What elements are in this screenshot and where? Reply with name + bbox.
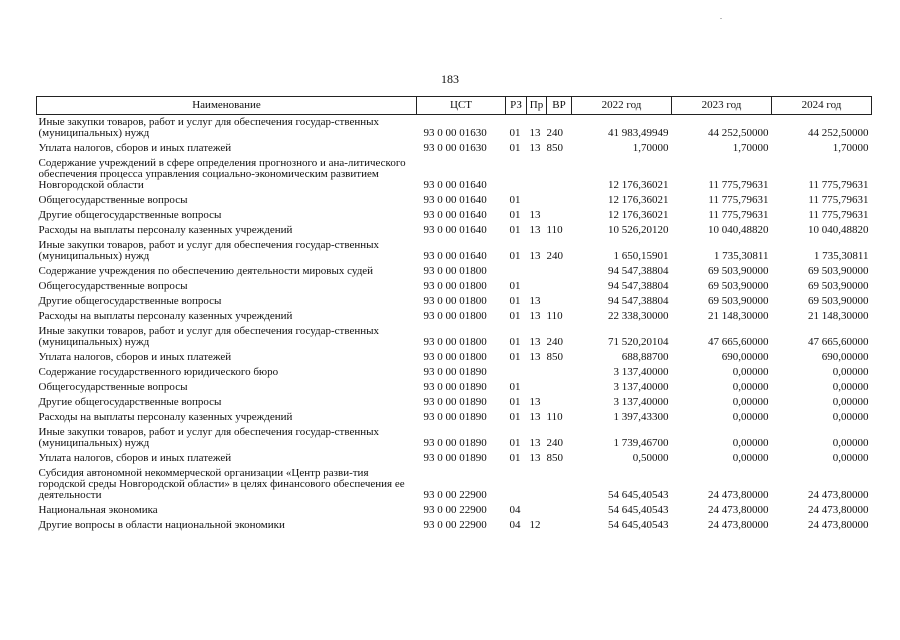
cell-cst: 93 0 00 01800 <box>423 351 487 363</box>
cell-pr: 13 <box>529 452 541 464</box>
cell-cst: 93 0 00 01640 <box>423 179 487 191</box>
cell-cst: 93 0 00 01890 <box>423 452 487 464</box>
cell-rz: 01 <box>509 381 521 393</box>
cell-vr: 110 <box>546 310 563 322</box>
cell-year-2023: 10 040,48820 <box>708 224 769 236</box>
cell-pr <box>527 279 547 294</box>
cell-name: Расходы на выплаты персоналу казенных учреждений <box>38 224 293 236</box>
cell-rz <box>506 264 527 279</box>
cell-pr: 13 <box>529 209 541 221</box>
cell-vr: 110 <box>546 411 563 423</box>
cell-name: Другие вопросы в области национальной экономики <box>38 519 285 531</box>
cell-cst: 93 0 00 01800 <box>423 310 487 322</box>
cell-cst: 93 0 00 01630 <box>423 127 487 139</box>
cell-pr: 13 <box>529 142 541 154</box>
cell-year-2023: 0,00000 <box>732 437 769 449</box>
cell-rz: 01 <box>509 336 521 348</box>
cell-cst: 93 0 00 01890 <box>423 381 487 393</box>
cell-year-2022: 1,70000 <box>632 142 669 154</box>
cell-name: Содержание учреждения по обеспечению деятельности мировых судей <box>38 265 374 277</box>
table-row <box>37 380 872 395</box>
cell-vr <box>547 294 572 309</box>
cell-name: Общегосударственные вопросы <box>38 194 188 206</box>
cell-year-2024: 10 040,48820 <box>808 224 869 236</box>
cell-vr <box>547 279 572 294</box>
cell-rz: 01 <box>509 280 521 292</box>
header-year-2022: 2022 год <box>572 97 672 115</box>
cell-rz: 01 <box>509 194 521 206</box>
cell-name: Иные закупки товаров, работ и услуг для обеспечения государ-ственных (муниципальных) нужд <box>38 116 380 139</box>
cell-cst: 93 0 00 22900 <box>423 519 487 531</box>
cell-pr: 13 <box>529 411 541 423</box>
cell-cst: 93 0 00 22900 <box>423 489 487 501</box>
cell-year-2024: 1,70000 <box>832 142 869 154</box>
cell-year-2022: 12 176,36021 <box>608 194 669 206</box>
cell-vr <box>547 395 572 410</box>
cell-year-2024: 11 775,79631 <box>808 209 869 221</box>
cell-year-2024: 1 735,30811 <box>813 250 869 262</box>
table-row <box>37 208 872 223</box>
cell-rz: 01 <box>509 396 521 408</box>
cell-name: Содержание государственного юридического бюро <box>38 366 279 378</box>
cell-year-2024: 0,00000 <box>832 396 869 408</box>
cell-cst: 93 0 00 01800 <box>423 295 487 307</box>
cell-name: Расходы на выплаты персоналу казенных учреждений <box>38 310 293 322</box>
cell-rz: 01 <box>509 295 521 307</box>
header-year-2024: 2024 год <box>772 97 872 115</box>
header-name: Наименование <box>37 97 417 115</box>
cell-rz: 01 <box>509 142 521 154</box>
cell-rz: 01 <box>509 209 521 221</box>
cell-cst: 93 0 00 01890 <box>423 411 487 423</box>
page-number: 183 <box>441 72 459 86</box>
cell-year-2022: 1 739,46700 <box>613 437 669 449</box>
cell-year-2022: 41 983,49949 <box>608 127 669 139</box>
table-row <box>37 156 872 193</box>
cell-rz: 01 <box>509 351 521 363</box>
cell-name: Иные закупки товаров, работ и услуг для обеспечения государ-ственных (муниципальных) нужд <box>38 426 380 449</box>
cell-year-2022: 12 176,36021 <box>608 209 669 221</box>
cell-name: Иные закупки товаров, работ и услуг для обеспечения государ-ственных (муниципальных) нужд <box>38 239 380 262</box>
cell-pr <box>527 503 547 518</box>
cell-year-2022: 94 547,38804 <box>608 295 669 307</box>
cell-year-2024: 0,00000 <box>832 381 869 393</box>
cell-name: Субсидия автономной некоммерческой организации «Центр разви-тия городской среды Новгородской области» в целях финансового обеспечения ее деятельности <box>38 467 405 501</box>
cell-year-2023: 47 665,60000 <box>708 336 769 348</box>
cell-year-2024: 24 473,80000 <box>808 504 869 516</box>
cell-year-2024: 0,00000 <box>832 437 869 449</box>
cell-year-2022: 94 547,38804 <box>608 280 669 292</box>
cell-name: Другие общегосударственные вопросы <box>38 396 222 408</box>
cell-vr: 110 <box>546 224 563 236</box>
cell-year-2022: 1 397,43300 <box>613 411 669 423</box>
header-rz: РЗ <box>506 97 527 115</box>
cell-cst: 93 0 00 01800 <box>423 336 487 348</box>
cell-year-2024: 21 148,30000 <box>808 310 869 322</box>
cell-year-2024: 69 503,90000 <box>808 280 869 292</box>
cell-year-2023: 21 148,30000 <box>708 310 769 322</box>
cell-pr: 12 <box>529 519 541 531</box>
cell-name: Национальная экономика <box>38 504 158 516</box>
cell-name: Общегосударственные вопросы <box>38 280 188 292</box>
cell-name: Другие общегосударственные вопросы <box>38 295 222 307</box>
cell-pr <box>527 193 547 208</box>
cell-cst: 93 0 00 01800 <box>423 280 487 292</box>
cell-vr <box>547 518 572 533</box>
cell-rz: 01 <box>509 127 521 139</box>
cell-name: Расходы на выплаты персоналу казенных учреждений <box>38 411 293 423</box>
cell-year-2022: 94 547,38804 <box>608 265 669 277</box>
cell-year-2023: 69 503,90000 <box>708 280 769 292</box>
table-row <box>37 451 872 466</box>
cell-name: Уплата налогов, сборов и иных платежей <box>38 142 232 154</box>
cell-year-2023: 0,00000 <box>732 411 769 423</box>
cell-year-2024: 0,00000 <box>832 452 869 464</box>
cell-year-2024: 11 775,79631 <box>808 179 869 191</box>
cell-pr: 13 <box>529 310 541 322</box>
cell-year-2024: 47 665,60000 <box>808 336 869 348</box>
table-row <box>37 518 872 533</box>
cell-year-2023: 0,00000 <box>732 381 769 393</box>
cell-year-2023: 0,00000 <box>732 396 769 408</box>
cell-vr <box>547 208 572 223</box>
cell-year-2022: 10 526,20120 <box>608 224 669 236</box>
cell-rz <box>506 156 527 193</box>
cell-year-2024: 690,00000 <box>821 351 869 363</box>
cell-year-2023: 24 473,80000 <box>708 504 769 516</box>
cell-year-2022: 22 338,30000 <box>608 310 669 322</box>
cell-vr: 240 <box>546 250 563 262</box>
cell-vr: 240 <box>546 336 563 348</box>
cell-year-2023: 11 775,79631 <box>708 209 769 221</box>
cell-vr: 850 <box>546 452 563 464</box>
cell-year-2023: 690,00000 <box>721 351 769 363</box>
budget-table <box>36 96 872 533</box>
table-header-row <box>37 97 872 115</box>
cell-cst: 93 0 00 01800 <box>423 265 487 277</box>
table-row <box>37 365 872 380</box>
cell-vr <box>547 193 572 208</box>
cell-vr: 850 <box>546 351 563 363</box>
cell-vr <box>547 503 572 518</box>
header-cst: ЦСТ <box>417 97 506 115</box>
cell-year-2022: 54 645,40543 <box>608 504 669 516</box>
cell-year-2023: 11 775,79631 <box>708 194 769 206</box>
cell-cst: 93 0 00 01640 <box>423 194 487 206</box>
scan-speck <box>720 18 722 19</box>
cell-pr <box>527 380 547 395</box>
table-row <box>37 238 872 264</box>
cell-vr <box>547 264 572 279</box>
table-row <box>37 324 872 350</box>
cell-year-2023: 24 473,80000 <box>708 519 769 531</box>
cell-year-2024: 69 503,90000 <box>808 265 869 277</box>
cell-cst: 93 0 00 01890 <box>423 396 487 408</box>
table-body <box>37 115 872 534</box>
cell-pr: 13 <box>529 250 541 262</box>
cell-name: Другие общегосударственные вопросы <box>38 209 222 221</box>
table-row <box>37 279 872 294</box>
cell-pr: 13 <box>529 127 541 139</box>
cell-cst: 93 0 00 01890 <box>423 437 487 449</box>
cell-vr <box>547 380 572 395</box>
cell-rz: 01 <box>509 452 521 464</box>
cell-year-2024: 69 503,90000 <box>808 295 869 307</box>
cell-rz <box>506 466 527 503</box>
header-year-2023: 2023 год <box>672 97 772 115</box>
cell-year-2022: 3 137,40000 <box>613 381 669 393</box>
cell-pr <box>527 156 547 193</box>
table-row <box>37 425 872 451</box>
cell-rz: 01 <box>509 310 521 322</box>
cell-year-2023: 0,00000 <box>732 366 769 378</box>
cell-pr: 13 <box>529 336 541 348</box>
cell-year-2022: 54 645,40543 <box>608 489 669 501</box>
cell-year-2024: 24 473,80000 <box>808 519 869 531</box>
header-vr: ВР <box>547 97 572 115</box>
table-row <box>37 223 872 238</box>
cell-year-2023: 11 775,79631 <box>708 179 769 191</box>
cell-year-2022: 1 650,15901 <box>613 250 669 262</box>
cell-cst: 93 0 00 01640 <box>423 250 487 262</box>
cell-year-2022: 688,88700 <box>621 351 669 363</box>
table-row <box>37 350 872 365</box>
cell-year-2024: 24 473,80000 <box>808 489 869 501</box>
cell-year-2024: 0,00000 <box>832 366 869 378</box>
table-row <box>37 395 872 410</box>
table-row <box>37 141 872 156</box>
cell-pr: 13 <box>529 396 541 408</box>
cell-cst: 93 0 00 01640 <box>423 224 487 236</box>
cell-year-2022: 71 520,20104 <box>608 336 669 348</box>
cell-vr <box>547 466 572 503</box>
cell-vr <box>547 365 572 380</box>
cell-year-2023: 44 252,50000 <box>708 127 769 139</box>
cell-pr <box>527 365 547 380</box>
cell-cst: 93 0 00 22900 <box>423 504 487 516</box>
cell-rz: 04 <box>509 519 521 531</box>
cell-rz: 01 <box>509 437 521 449</box>
cell-pr: 13 <box>529 351 541 363</box>
cell-cst: 93 0 00 01640 <box>423 209 487 221</box>
table-row <box>37 410 872 425</box>
cell-year-2022: 12 176,36021 <box>608 179 669 191</box>
cell-year-2023: 69 503,90000 <box>708 295 769 307</box>
cell-name: Иные закупки товаров, работ и услуг для обеспечения государ-ственных (муниципальных) нужд <box>38 325 380 348</box>
cell-name: Уплата налогов, сборов и иных платежей <box>38 452 232 464</box>
cell-pr <box>527 466 547 503</box>
cell-pr: 13 <box>529 295 541 307</box>
cell-rz: 01 <box>509 224 521 236</box>
cell-pr: 13 <box>529 437 541 449</box>
cell-rz: 01 <box>509 411 521 423</box>
cell-rz: 04 <box>509 504 521 516</box>
cell-year-2022: 54 645,40543 <box>608 519 669 531</box>
cell-vr: 240 <box>546 127 563 139</box>
cell-year-2024: 0,00000 <box>832 411 869 423</box>
cell-name: Содержание учреждений в сфере определения прогнозного и ана-литического обеспечения процесса управления социально-экономическим развитием Новгородской области <box>38 157 406 191</box>
cell-pr: 13 <box>529 224 541 236</box>
cell-year-2022: 0,50000 <box>632 452 669 464</box>
cell-cst: 93 0 00 01890 <box>423 366 487 378</box>
cell-rz: 01 <box>509 250 521 262</box>
cell-name: Общегосударственные вопросы <box>38 381 188 393</box>
cell-vr: 240 <box>546 437 563 449</box>
cell-year-2022: 3 137,40000 <box>613 396 669 408</box>
cell-year-2024: 11 775,79631 <box>808 194 869 206</box>
cell-year-2022: 3 137,40000 <box>613 366 669 378</box>
cell-cst: 93 0 00 01630 <box>423 142 487 154</box>
header-pr: Пр <box>527 97 547 115</box>
cell-name: Уплата налогов, сборов и иных платежей <box>38 351 232 363</box>
table-row <box>37 193 872 208</box>
table-row <box>37 115 872 142</box>
cell-year-2023: 69 503,90000 <box>708 265 769 277</box>
cell-year-2023: 24 473,80000 <box>708 489 769 501</box>
cell-year-2023: 0,00000 <box>732 452 769 464</box>
table-row <box>37 264 872 279</box>
cell-rz <box>506 365 527 380</box>
cell-year-2023: 1 735,30811 <box>713 250 769 262</box>
table-row <box>37 309 872 324</box>
cell-vr <box>547 156 572 193</box>
cell-year-2023: 1,70000 <box>732 142 769 154</box>
table-row <box>37 294 872 309</box>
table-row <box>37 503 872 518</box>
cell-year-2024: 44 252,50000 <box>808 127 869 139</box>
cell-pr <box>527 264 547 279</box>
cell-vr: 850 <box>546 142 563 154</box>
table-row <box>37 466 872 503</box>
